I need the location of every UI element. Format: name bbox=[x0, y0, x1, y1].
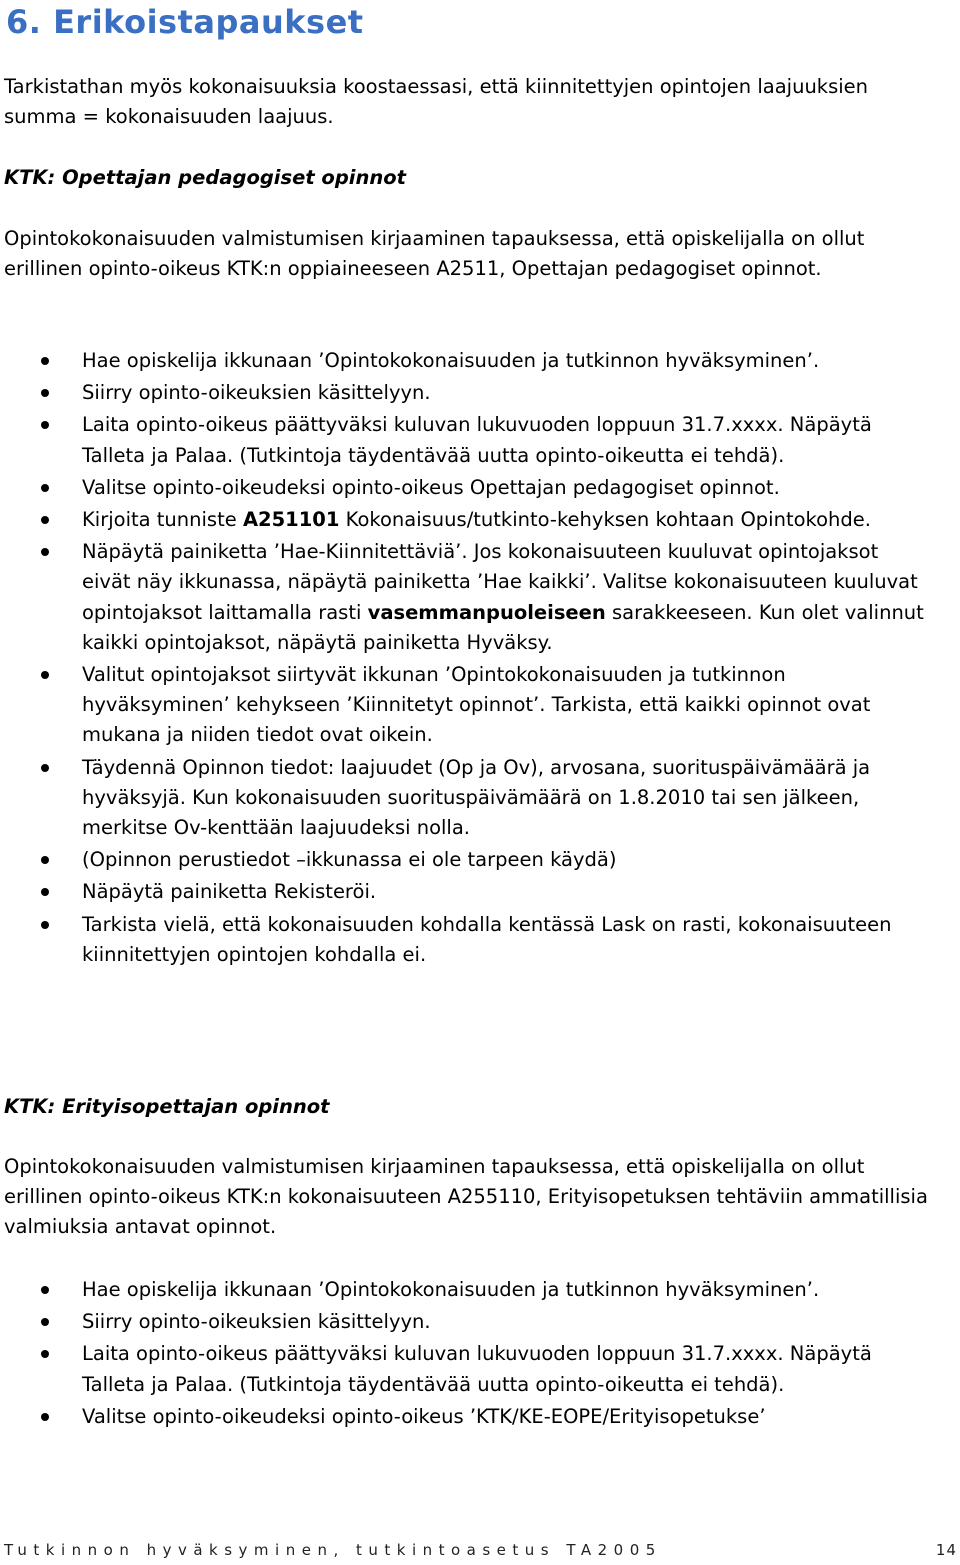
list-item: Tarkista vielä, että kokonaisuuden kohdalla kentässä Lask on rasti, kokonaisuuteen kiinnitettyjen opintojen kohdalla ei. bbox=[0, 910, 930, 970]
list-item: Laita opinto-oikeus päättyväksi kuluvan lukuvuoden loppuun 31.7.xxxx. Näpäytä Talleta ja Palaa. (Tutkintoja täydentävää uutta opinto-oikeutta ei tehdä). bbox=[0, 1339, 930, 1399]
section1-list bbox=[0, 346, 930, 972]
list-item: Siirry opinto-oikeuksien käsittelyyn. bbox=[0, 1307, 930, 1337]
list-item: Valitse opinto-oikeudeksi opinto-oikeus ’KTK/KE-EOPE/Erityisopetukse’ bbox=[0, 1402, 930, 1432]
list-item: Valitut opintojaksot siirtyvät ikkunan ’Opintokokonaisuuden ja tutkinnon hyväksyminen’ kehykseen ’Kiinnitetyt opinnot’. Tarkista, että kaikki opinnot ovat mukana ja niiden tiedot ovat oikein. bbox=[0, 660, 930, 751]
section2-list bbox=[0, 1275, 930, 1434]
section2-paragraph: Opintokokonaisuuden valmistumisen kirjaaminen tapauksessa, että opiskelijalla on ollut erillinen opinto-oikeus KTK:n kokonaisuuteen A255110, Erityisopetuksen tehtäviin ammatillisia valmiuksia antavat opinnot. bbox=[4, 1155, 928, 1238]
list-item: Hae opiskelija ikkunaan ’Opintokokonaisuuden ja tutkinnon hyväksyminen’. bbox=[0, 1275, 930, 1305]
page-footer bbox=[4, 1541, 959, 1563]
section1-title: KTK: Opettajan pedagogiset opinnot bbox=[4, 166, 406, 189]
page-heading: 6. Erikoistapaukset bbox=[6, 3, 364, 41]
list-item: Hae opiskelija ikkunaan ’Opintokokonaisuuden ja tutkinnon hyväksyminen’. bbox=[0, 346, 930, 376]
list-item: Siirry opinto-oikeuksien käsittelyyn. bbox=[0, 378, 930, 408]
list-item: Näpäytä painiketta ’Hae-Kiinnitettäviä’. Jos kokonaisuuteen kuuluvat opintojaksot eivät näy ikkunassa, näpäytä painiketta ’Hae kaikki’. Valitse kokonaisuuteen kuuluvat opintojaksot laittamalla rasti vasemmanpuoleiseen sarakkeeseen. Kun olet valinnut kaikki opintojaksot, näpäytä painiketta Hyväksy. bbox=[0, 537, 930, 658]
section2-title: KTK: Erityisopettajan opinnot bbox=[4, 1095, 330, 1118]
intro-paragraph: Tarkistathan myös kokonaisuuksia koostaessasi, että kiinnitettyjen opintojen laajuuksien summa = kokonaisuuden laajuus. bbox=[4, 75, 869, 128]
list-item: (Opinnon perustiedot –ikkunassa ei ole tarpeen käydä) bbox=[0, 845, 930, 875]
list-item: Näpäytä painiketta Rekisteröi. bbox=[0, 877, 930, 907]
list-item: Laita opinto-oikeus päättyväksi kuluvan lukuvuoden loppuun 31.7.xxxx. Näpäytä Talleta ja Palaa. (Tutkintoja täydentävää uutta opinto-oikeutta ei tehdä). bbox=[0, 410, 930, 470]
page-number: 14 bbox=[935, 1541, 957, 1559]
list-item: Kirjoita tunniste A251101 Kokonaisuus/tutkinto-kehyksen kohtaan Opintokohde. bbox=[0, 505, 930, 535]
section1-paragraph: Opintokokonaisuuden valmistumisen kirjaaminen tapauksessa, että opiskelijalla on ollut erillinen opinto-oikeus KTK:n oppiaineeseen A2511, Opettajan pedagogiset opinnot. bbox=[4, 227, 865, 280]
identifier-code: A251101 bbox=[242, 508, 340, 532]
list-item: Täydennä Opinnon tiedot: laajuudet (Op ja Ov), arvosana, suorituspäivämäärä ja hyväksyjä. Kun kokonaisuuden suorituspäivämäärä on 1.8.2010 tai sen jälkeen, merkitse Ov-kenttään laajuudeksi nolla. bbox=[0, 753, 930, 844]
list-item: Valitse opinto-oikeudeksi opinto-oikeus Opettajan pedagogiset opinnot. bbox=[0, 473, 930, 503]
emphasis-text: vasemmanpuoleiseen bbox=[367, 600, 606, 624]
footer-title: Tutkinnon hyväksyminen, tutkintoasetus TA2005 bbox=[4, 1541, 662, 1559]
